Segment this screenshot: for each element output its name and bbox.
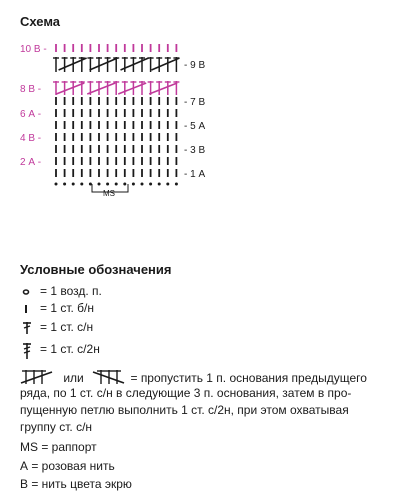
stitch-grid xyxy=(53,44,179,186)
cross-stitch-group-icon xyxy=(20,368,60,386)
stitch-cross xyxy=(151,58,179,70)
repeat-label: MS xyxy=(103,189,115,198)
legend-heading: Условные обозначения xyxy=(20,262,172,277)
combo-line-2: ряда, по 1 ст. с/н в следующие 3 п. основания, затем в про- xyxy=(20,386,352,400)
single-crochet-icon xyxy=(22,301,32,315)
legend-item-treble xyxy=(22,342,322,360)
chain-stitch-mark xyxy=(149,183,152,186)
row-label-right: - 3 В xyxy=(184,145,206,156)
repeat-text: = раппорт xyxy=(41,440,97,454)
chain-stitch-mark xyxy=(123,183,126,186)
legend-item-repeat xyxy=(20,440,97,454)
legend-item-double xyxy=(22,320,322,336)
chain-stitch-mark xyxy=(132,183,135,186)
legend-text-chain: = 1 возд. п. xyxy=(40,284,102,298)
chain-stitch-mark xyxy=(55,183,58,186)
row-label-left: 2 А - xyxy=(20,157,42,168)
chain-stitch-mark xyxy=(63,183,66,186)
legend-item-pink-yarn: А = розовая нить xyxy=(20,459,115,473)
or-text: или xyxy=(63,371,84,385)
page-title: Схема xyxy=(20,14,61,29)
stitch-cross xyxy=(149,83,177,94)
row-label-right: - 7 В xyxy=(184,97,206,108)
crochet-chart xyxy=(0,0,416,210)
legend-item-chain xyxy=(22,284,322,298)
equals-text: = xyxy=(130,371,138,385)
repeat-bracket xyxy=(92,184,128,198)
double-treble-icon xyxy=(22,342,34,360)
combo-line-4: группу ст. с/н xyxy=(20,420,93,434)
row-label-left: 8 В - xyxy=(20,84,42,95)
row-labels xyxy=(20,44,205,180)
legend-text-single: = 1 ст. б/н xyxy=(40,301,95,315)
row-label-left: 4 В - xyxy=(20,133,42,144)
chain-stitch-icon xyxy=(22,284,32,298)
chain-stitch-mark xyxy=(80,183,83,186)
stitch-cross xyxy=(87,83,115,94)
row-label-right: - 5 А xyxy=(184,121,206,132)
chain-stitch-mark xyxy=(115,183,118,186)
repeat-abbrev: MS xyxy=(20,440,38,454)
stitch-cross xyxy=(90,58,118,70)
row-label-right: - 9 В xyxy=(184,60,206,71)
double-crochet-icon xyxy=(22,320,34,336)
chain-stitch-mark xyxy=(166,183,169,186)
row-label-left: 6 А - xyxy=(20,109,42,120)
chain-stitch-mark xyxy=(72,183,75,186)
cross-stitch-group-alt-icon xyxy=(87,368,127,386)
chain-stitch-mark xyxy=(89,183,92,186)
chain-stitch-mark xyxy=(141,183,144,186)
legend-text-treble: = 1 ст. с/2н xyxy=(40,342,100,356)
chain-stitch-mark xyxy=(175,183,178,186)
stitch-cross xyxy=(56,83,84,94)
legend-item-single xyxy=(22,301,322,315)
chain-stitch-mark xyxy=(158,183,161,186)
chain-stitch-mark xyxy=(106,183,109,186)
combo-text-1: пропустить 1 п. основания предыдущего xyxy=(140,371,367,385)
legend-text-double: = 1 ст. с/н xyxy=(40,320,94,334)
row-label-right: - 1 А xyxy=(184,169,206,180)
row-label-left: 10 В - xyxy=(20,44,47,55)
legend-item-ecru-yarn: В = нить цвета экрю xyxy=(20,477,132,491)
combo-line-3: пущенную петлю выполнить 1 ст. с/2н, при этом охватывая xyxy=(20,403,349,417)
chain-stitch-mark xyxy=(98,183,101,186)
